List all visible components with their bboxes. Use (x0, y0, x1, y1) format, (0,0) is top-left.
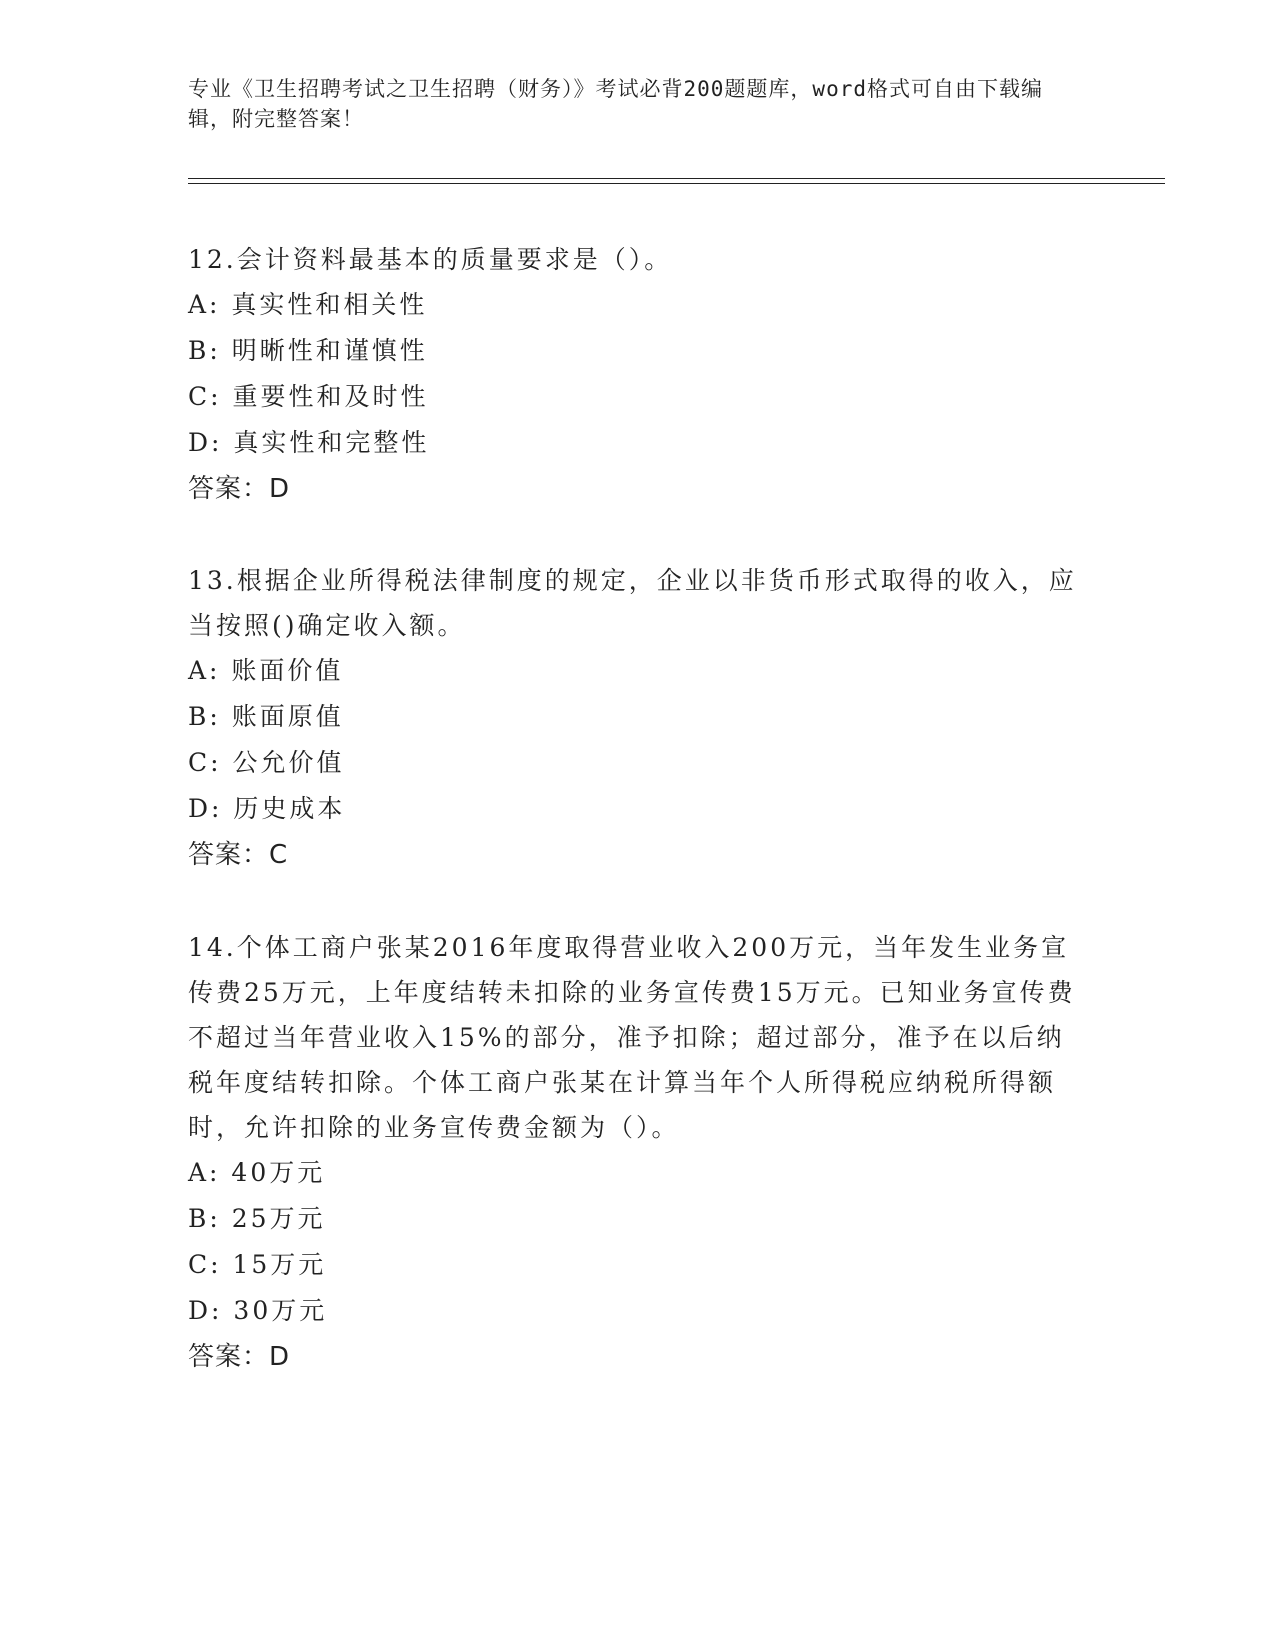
option-d: D: 真实性和完整性 (188, 428, 430, 457)
answer: 答案：D (188, 1342, 291, 1372)
question-stem: 14.个体工商户张某2016年度取得营业收入200万元，当年发生业务宣传费25万元，上年度结转未扣除的业务宣传费15万元。已知业务宣传费不超过当年营业收入15%的部分，准予扣除；超过部分，准予在以后纳税年度结转扣除。个体工商户张某在计算当年个人所得税应纳税所得额时，允许扣除的业务宣传费金额为（）。 (188, 933, 1076, 1142)
header-divider-bottom (188, 183, 1165, 184)
answer: 答案：C (188, 840, 289, 870)
document-header: 专业《卫生招聘考试之卫生招聘（财务）》考试必背200题题库，word格式可自由下载编辑，附完整答案！ (188, 77, 1043, 131)
question-stem: 13.根据企业所得税法律制度的规定，企业以非货币形式取得的收入，应当按照()确定收入额。 (188, 566, 1077, 640)
question-stem: 12.会计资料最基本的质量要求是（）。 (188, 245, 673, 274)
answer: 答案：D (188, 474, 291, 504)
question-13 (188, 558, 1088, 878)
header-divider-top (188, 178, 1165, 179)
option-c: C: 15万元 (188, 1250, 327, 1279)
option-b: B: 账面原值 (188, 702, 344, 731)
option-a: A: 账面价值 (188, 656, 344, 685)
option-b: B: 25万元 (188, 1204, 326, 1233)
option-c: C: 公允价值 (188, 748, 345, 777)
option-d: D: 历史成本 (188, 794, 346, 823)
option-c: C: 重要性和及时性 (188, 382, 429, 411)
option-a: A: 真实性和相关性 (188, 290, 428, 319)
option-b: B: 明晰性和谨慎性 (188, 336, 428, 365)
option-d: D: 30万元 (188, 1296, 328, 1325)
question-14 (188, 925, 1088, 1380)
question-12 (188, 237, 1088, 512)
option-a: A: 40万元 (188, 1158, 326, 1187)
